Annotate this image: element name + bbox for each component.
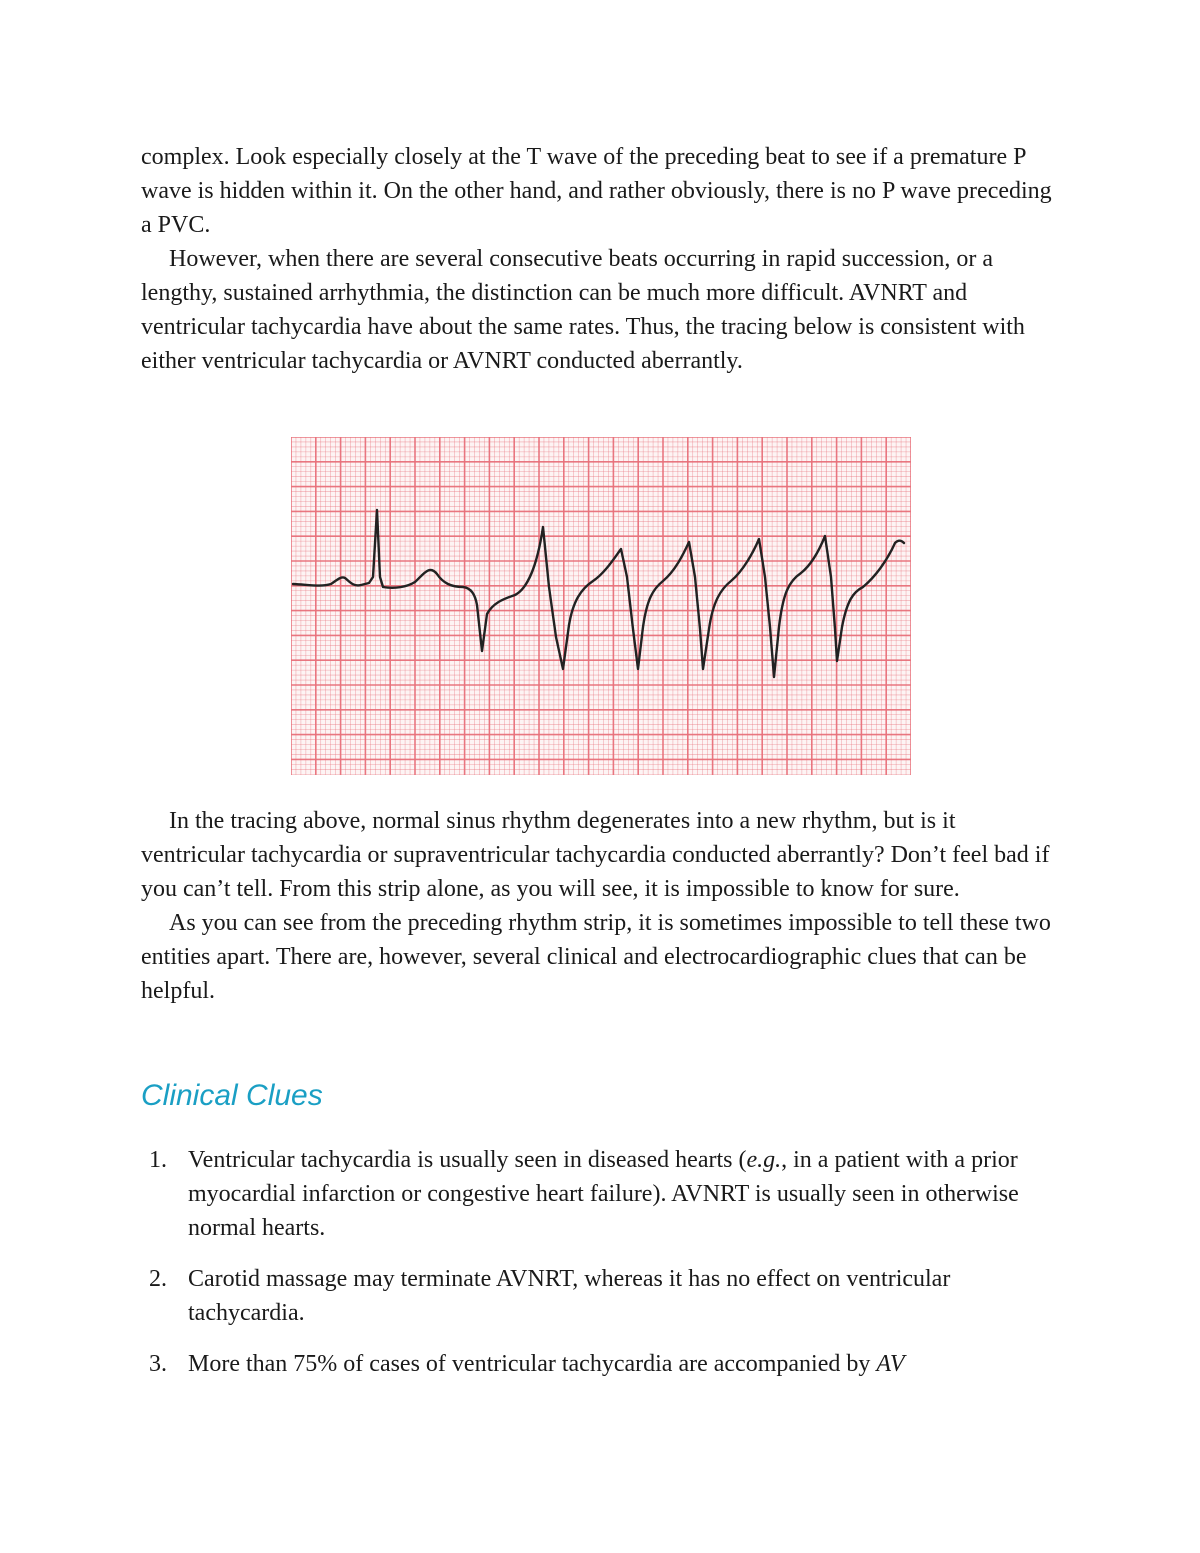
discussion-paragraph-2: As you can see from the preceding rhythm strip, it is sometimes impossible to tell these two entities apart. There are, however, several clinical and electrocardiographic clues that can be helpful. [141,910,1051,1004]
ecg-paper [291,437,911,775]
list-item [141,1347,1061,1381]
section-heading: Clinical Clues [141,1079,323,1112]
list-item-text: Ventricular tachycardia is usually seen in diseased hearts ( [188,1147,747,1173]
ecg-rhythm-strip-figure [291,437,911,775]
list-item-number: 1. [149,1147,167,1173]
intro-text [141,140,1061,378]
discussion-text [141,804,1061,1008]
intro-paragraph-2: However, when there are several consecutive beats occurring in rapid succession, or a lengthy, sustained arrhythmia, the distinction can be much more difficult. AVNRT and ventricular tachycardia have about the same rates. Thus, the tracing below is consistent with either ventricular tachycardia or AVNRT conducted aberrantly. [141,246,1025,374]
list-item [141,1262,1061,1330]
list-item-emphasis: e.g. [746,1147,782,1173]
ecg-rhythm-strip [291,437,911,775]
list-item [141,1143,1061,1245]
clinical-clues-list [141,1143,1061,1398]
list-item-emphasis: AV [876,1351,905,1377]
list-item-text-continued: , in a patient with a prior myocardial infarction or congestive heart failure). AVNRT is usually seen in otherwise normal hearts. [188,1147,1019,1241]
list-item-text: More than 75% of cases of ventricular tachycardia are accompanied by [188,1351,877,1377]
list-item-number: 2. [149,1266,167,1292]
list-item-number: 3. [149,1351,167,1377]
list-item-text: Carotid massage may terminate AVNRT, whereas it has no effect on ventricular tachycardia. [188,1266,951,1326]
intro-paragraph-1: complex. Look especially closely at the T wave of the preceding beat to see if a premature P wave is hidden within it. On the other hand, and rather obviously, there is no P wave preceding a PVC. [141,144,1052,238]
discussion-paragraph-1: In the tracing above, normal sinus rhythm degenerates into a new rhythm, but is it ventricular tachycardia or supraventricular tachycardia conducted aberrantly? Don’t feel bad if you can’t tell. From this strip alone, as you will see, it is impossible to know for sure. [141,808,1050,902]
